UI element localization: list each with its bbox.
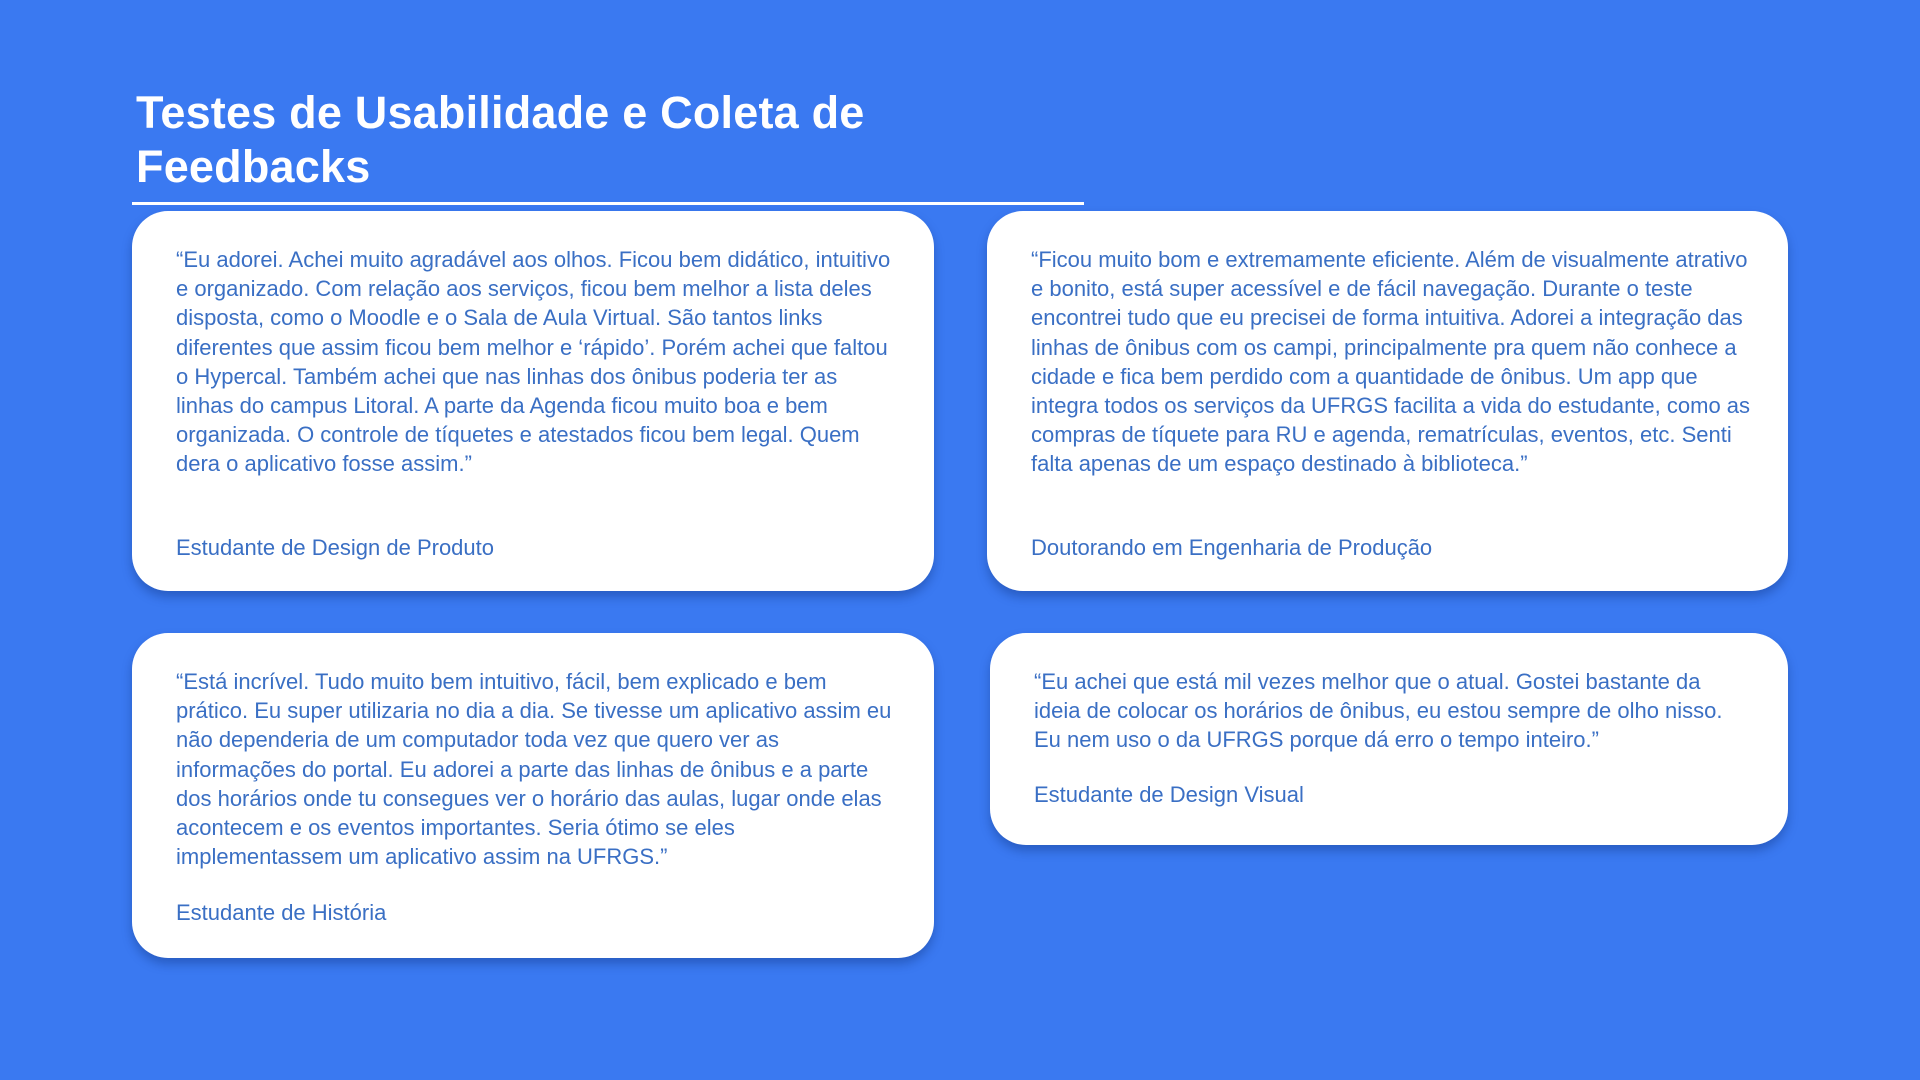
feedback-author: Estudante de História: [176, 900, 387, 925]
feedback-author: Estudante de Design de Produto: [176, 535, 495, 560]
feedback-card: [987, 211, 1788, 591]
feedback-quote: “Ficou muito bom e extremamente eficiente. Além de visualmente atrativo e bonito, está super acessível e de fácil navegação. Durante o teste encontrei tudo que eu precisei de forma intuitiva. Adorei a integração das linhas de ônibus com os campi, principalmente pra quem não conhece a cidade e fica bem perdido com a quantidade de ônibus. Um app que integra todos os serviços da UFRGS facilita a vida do estudante, como as compras de tíquete para RU e agenda, rematrículas, eventos, etc. Senti falta apenas de um espaço destinado à biblioteca.”: [1031, 247, 1751, 477]
page-title: Testes de Usabilidade e Coleta de Feedbacks: [136, 87, 865, 192]
feedback-quote: “Está incrível. Tudo muito bem intuitivo, fácil, bem explicado e bem prático. Eu super utilizaria no dia a dia. Se tivesse um aplicativo assim eu não dependeria de um computador toda vez que quero ver as informações do portal. Eu adorei a parte das linhas de ônibus e a parte dos horários onde tu consegues ver o horário das aulas, lugar onde elas acontecem e os eventos importantes. Seria ótimo se eles implementassem um aplicativo assim na UFRGS.”: [176, 669, 892, 870]
feedback-card: [132, 211, 934, 591]
feedback-card: [990, 633, 1788, 845]
feedback-quote: “Eu adorei. Achei muito agradável aos olhos. Ficou bem didático, intuitivo e organizado. Com relação aos serviços, ficou bem melhor a lista deles disposta, como o Moodle e o Sala de Aula Virtual. São tantos links diferentes que assim ficou bem melhor e ‘rápido’. Porém achei que faltou o Hypercal. Também achei que nas linhas dos ônibus poderia ter as linhas do campus Litoral. A parte da Agenda ficou muito boa e bem organizada. O controle de tíquetes e atestados ficou bem legal. Quem dera o aplicativo fosse assim.”: [176, 247, 891, 477]
page-title-container: [132, 86, 1084, 205]
feedback-author: Doutorando em Engenharia de Produção: [1031, 535, 1433, 560]
feedback-quote: “Eu achei que está mil vezes melhor que o atual. Gostei bastante da ideia de colocar os horários de ônibus, eu estou sempre de olho nisso. Eu nem uso o da UFRGS porque dá erro o tempo inteiro.”: [1034, 669, 1723, 753]
feedback-card: [132, 633, 934, 958]
feedback-author: Estudante de Design Visual: [1034, 782, 1304, 807]
